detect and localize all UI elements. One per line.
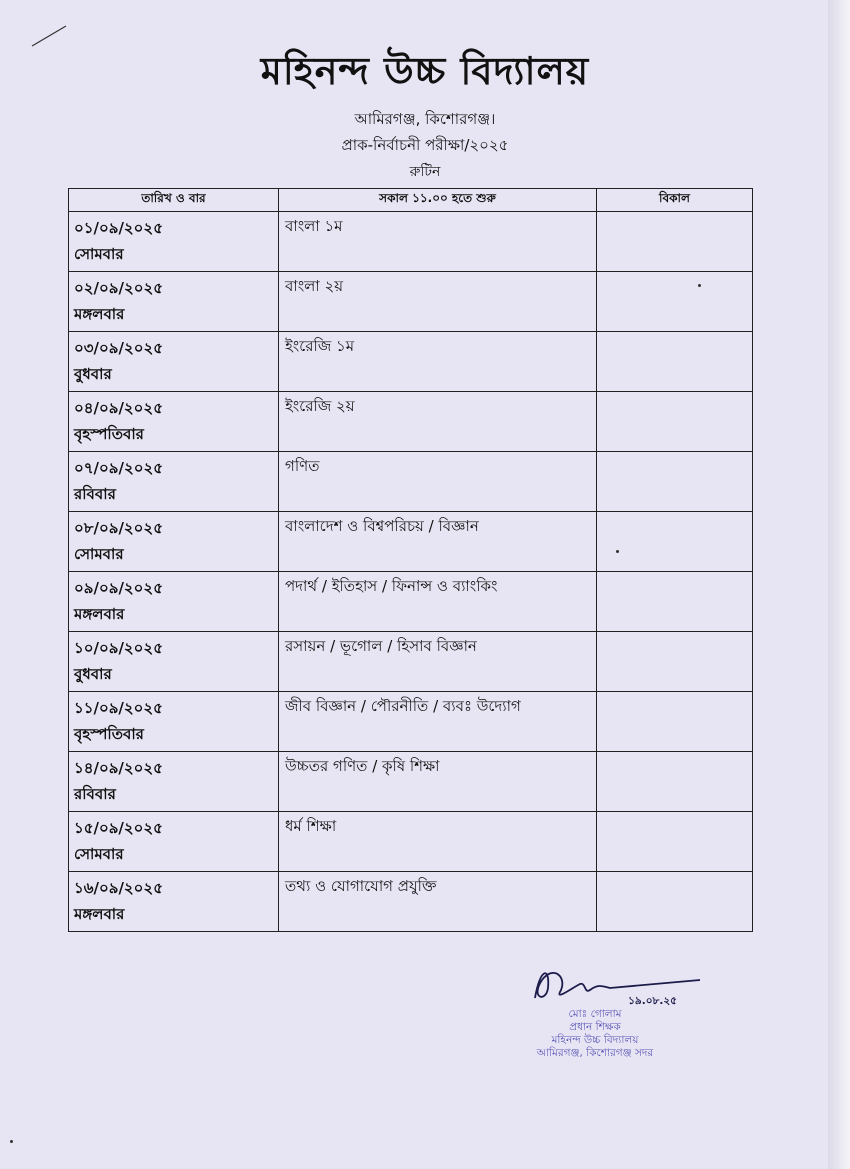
exam-date: ০২/০৯/২০২৫ — [74, 279, 163, 297]
exam-day: সোমবার — [74, 545, 124, 563]
morning-subject: ইংরেজি ১ম — [279, 332, 597, 392]
afternoon-subject — [597, 452, 753, 512]
afternoon-subject — [597, 812, 753, 872]
signature-date: ১৯.০৮.২৫ — [628, 995, 677, 1007]
table-row — [69, 572, 753, 632]
morning-subject: বাংলা ১ম — [279, 212, 597, 272]
paper-speck — [616, 550, 619, 553]
exam-day: মঙ্গলবার — [74, 905, 125, 923]
paper-speck — [10, 1140, 13, 1143]
exam-routine-table — [68, 188, 753, 932]
routine-label: রুটিন — [409, 164, 441, 180]
morning-subject: বাংলাদেশ ও বিশ্বপরিচয় / বিজ্ঞান — [279, 512, 597, 572]
afternoon-subject — [597, 572, 753, 632]
stamp-designation: প্রধান শিক্ষক — [569, 1021, 621, 1033]
exam-date: ০১/০৯/২০২৫ — [74, 219, 163, 237]
morning-subject: বাংলা ২য় — [279, 272, 597, 332]
stamp-name: মোঃ গোলাম — [568, 1008, 622, 1020]
morning-subject: পদার্থ / ইতিহাস / ফিনান্স ও ব্যাংকিং — [279, 572, 597, 632]
exam-date: ১১/০৯/২০২৫ — [74, 699, 163, 717]
exam-date: ১০/০৯/২০২৫ — [74, 639, 163, 657]
column-header-morning: সকাল ১১.০০ হতে শুরু — [279, 189, 597, 212]
date-cell — [69, 392, 279, 452]
table-row — [69, 632, 753, 692]
date-cell — [69, 632, 279, 692]
afternoon-subject — [597, 632, 753, 692]
stamp-location: আমিরগঞ্জ, কিশোরগঞ্জ সদর — [536, 1047, 654, 1059]
morning-subject: ধর্ম শিক্ষা — [279, 812, 597, 872]
table-row — [69, 392, 753, 452]
exam-date: ০৩/০৯/২০২৫ — [74, 339, 163, 357]
exam-day: মঙ্গলবার — [74, 605, 125, 623]
exam-day: সোমবার — [74, 845, 124, 863]
date-cell — [69, 872, 279, 932]
school-name: মহিনন্দ উচ্চ বিদ্যালয় — [260, 48, 590, 93]
exam-day: সোমবার — [74, 245, 124, 263]
date-cell — [69, 212, 279, 272]
morning-subject: উচ্চতর গণিত / কৃষি শিক্ষা — [279, 752, 597, 812]
table-row — [69, 332, 753, 392]
exam-date: ১৬/০৯/২০২৫ — [74, 879, 163, 897]
column-header-date: তারিখ ও বার — [69, 189, 279, 212]
morning-subject: রসায়ন / ভূগোল / হিসাব বিজ্ঞান — [279, 632, 597, 692]
table-row — [69, 272, 753, 332]
official-stamp — [505, 995, 685, 1060]
table-row — [69, 812, 753, 872]
exam-title: প্রাক-নির্বাচনী পরীক্ষা/২০২৫ — [341, 136, 509, 154]
afternoon-subject — [597, 332, 753, 392]
table-row — [69, 452, 753, 512]
afternoon-subject — [597, 512, 753, 572]
exam-day: বুধবার — [74, 365, 112, 383]
exam-date: ০৯/০৯/২০২৫ — [74, 579, 163, 597]
exam-date: ১৪/০৯/২০২৫ — [74, 759, 163, 777]
table-header-row — [69, 189, 753, 212]
table-row — [69, 212, 753, 272]
table-row — [69, 512, 753, 572]
date-cell — [69, 452, 279, 512]
table-row — [69, 872, 753, 932]
exam-date: ১৫/০৯/২০২৫ — [74, 819, 163, 837]
date-cell — [69, 512, 279, 572]
date-cell — [69, 812, 279, 872]
table-row — [69, 692, 753, 752]
paper-speck — [698, 284, 701, 287]
morning-subject: তথ্য ও যোগাযোগ প্রযুক্তি — [279, 872, 597, 932]
exam-day: বুধবার — [74, 665, 112, 683]
date-cell — [69, 692, 279, 752]
exam-day: রবিবার — [74, 785, 116, 803]
date-cell — [69, 272, 279, 332]
morning-subject: ইংরেজি ২য় — [279, 392, 597, 452]
date-cell — [69, 752, 279, 812]
column-header-afternoon: বিকাল — [597, 189, 753, 212]
exam-date: ০৮/০৯/২০২৫ — [74, 519, 163, 537]
exam-day: বৃহস্পতিবার — [74, 725, 144, 743]
school-address: আমিরগঞ্জ, কিশোরগঞ্জ। — [354, 110, 496, 128]
exam-date: ০৪/০৯/২০২৫ — [74, 399, 163, 417]
afternoon-subject — [597, 752, 753, 812]
morning-subject: জীব বিজ্ঞান / পৌরনীতি / ব্যবঃ উদ্যোগ — [279, 692, 597, 752]
exam-day: রবিবার — [74, 485, 116, 503]
stamp-school: মহিনন্দ উচ্চ বিদ্যালয় — [551, 1034, 639, 1046]
afternoon-subject — [597, 272, 753, 332]
exam-day: মঙ্গলবার — [74, 305, 125, 323]
exam-day: বৃহস্পতিবার — [74, 425, 144, 443]
table-body — [69, 212, 753, 932]
exam-date: ০৭/০৯/২০২৫ — [74, 459, 163, 477]
morning-subject: গণিত — [279, 452, 597, 512]
table-row — [69, 752, 753, 812]
date-cell — [69, 572, 279, 632]
afternoon-subject — [597, 212, 753, 272]
afternoon-subject — [597, 392, 753, 452]
afternoon-subject — [597, 872, 753, 932]
afternoon-subject — [597, 692, 753, 752]
date-cell — [69, 332, 279, 392]
